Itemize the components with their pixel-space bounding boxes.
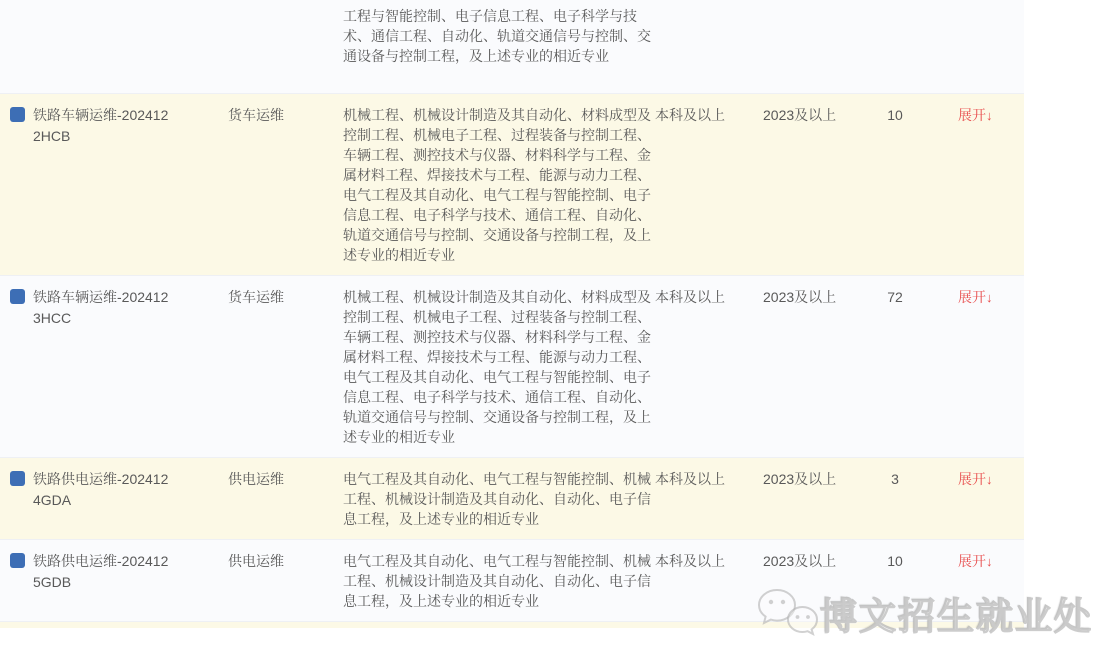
headcount: 10 — [887, 107, 903, 123]
row-marker-icon[interactable] — [10, 553, 25, 568]
marker-cell — [0, 5, 33, 8]
graduation-year: 2023及以上 — [763, 107, 837, 123]
table-row — [0, 93, 1024, 275]
watermark-text: 博文招生就业处 — [820, 596, 1093, 637]
position-category: 货车运维 — [228, 289, 284, 305]
headcount: 10 — [887, 553, 903, 569]
expand-cell — [940, 5, 1024, 6]
table-row-partial — [0, 0, 1024, 93]
expand-cell — [940, 104, 1024, 126]
expand-label: 展开 — [958, 107, 986, 123]
table-row — [0, 275, 1024, 457]
row-marker-icon[interactable] — [10, 107, 25, 122]
down-arrow-icon: ↓ — [986, 472, 993, 487]
headcount — [850, 5, 940, 6]
row-marker-icon[interactable] — [10, 289, 25, 304]
expand-button[interactable] — [958, 289, 993, 305]
position-name: 铁路车辆运维-2024123HCC — [33, 289, 169, 326]
education-requirement: 本科及以上 — [655, 289, 725, 305]
expand-button[interactable] — [958, 553, 993, 569]
majors-text: 工程与智能控制、电子信息工程、电子科学与技术、通信工程、自动化、轨道交通信号与控制、交通设备与控制工程，及上述专业的相近专业 — [343, 8, 651, 64]
education-requirement: 本科及以上 — [655, 471, 725, 487]
headcount: 72 — [887, 289, 903, 305]
position-category: 供电运维 — [228, 471, 284, 487]
majors-text: 电气工程及其自动化、电气工程与智能控制、机械工程、机械设计制造及其自动化、自动化、电子信息工程，及上述专业的相近专业 — [343, 471, 651, 527]
expand-button[interactable] — [958, 107, 993, 123]
down-arrow-icon: ↓ — [986, 554, 993, 569]
graduation-year: 2023及以上 — [763, 289, 837, 305]
row-marker-icon[interactable] — [10, 471, 25, 486]
graduation-year: 2023及以上 — [763, 553, 837, 569]
position-name: 铁路供电运维-2024124GDA — [33, 471, 169, 508]
majors-text: 电气工程及其自动化、电气工程与智能控制、机械工程、机械设计制造及其自动化、自动化、电子信息工程，及上述专业的相近专业 — [343, 553, 651, 609]
next-row-sliver — [0, 621, 1024, 628]
expand-cell — [940, 550, 1024, 572]
education-requirement: 本科及以上 — [655, 107, 725, 123]
headcount: 3 — [891, 471, 899, 487]
marker-cell — [0, 468, 33, 486]
down-arrow-icon: ↓ — [986, 290, 993, 305]
majors-text: 机械工程、机械设计制造及其自动化、材料成型及控制工程、机械电子工程、过程装备与控制工程、车辆工程、测控技术与仪器、材料科学与工程、金属材料工程、焊接技术与工程、能源与动力工程、电气工程及其自动化、电气工程与智能控制、电子信息工程、电子科学与技术、通信工程、自动化、轨道交通信号与控制、交通设备与控制工程，及上述专业的相近专业 — [343, 289, 651, 445]
graduation-year — [763, 5, 850, 6]
table-row — [0, 539, 1024, 621]
position-name: 铁路供电运维-2024125GDB — [33, 553, 169, 590]
graduation-year: 2023及以上 — [763, 471, 837, 487]
position-category: 货车运维 — [228, 107, 284, 123]
position-category — [228, 5, 343, 6]
expand-label: 展开 — [958, 553, 986, 569]
marker-cell — [0, 286, 33, 304]
education-requirement: 本科及以上 — [655, 553, 725, 569]
marker-cell — [0, 550, 33, 568]
expand-button[interactable] — [958, 471, 993, 487]
table-row — [0, 457, 1024, 539]
expand-cell — [940, 468, 1024, 490]
majors-text: 机械工程、机械设计制造及其自动化、材料成型及控制工程、机械电子工程、过程装备与控制工程、车辆工程、测控技术与仪器、材料科学与工程、金属材料工程、焊接技术与工程、能源与动力工程、电气工程及其自动化、电气工程与智能控制、电子信息工程、电子科学与技术、通信工程、自动化、轨道交通信号与控制、交通设备与控制工程，及上述专业的相近专业 — [343, 107, 651, 263]
education-requirement — [655, 5, 763, 6]
position-name: 铁路车辆运维-2024122HCB — [33, 107, 169, 144]
position-category: 供电运维 — [228, 553, 284, 569]
expand-label: 展开 — [958, 289, 986, 305]
marker-cell — [0, 104, 33, 122]
position-name — [33, 5, 228, 6]
down-arrow-icon: ↓ — [986, 108, 993, 123]
expand-label: 展开 — [958, 471, 986, 487]
expand-cell — [940, 286, 1024, 308]
